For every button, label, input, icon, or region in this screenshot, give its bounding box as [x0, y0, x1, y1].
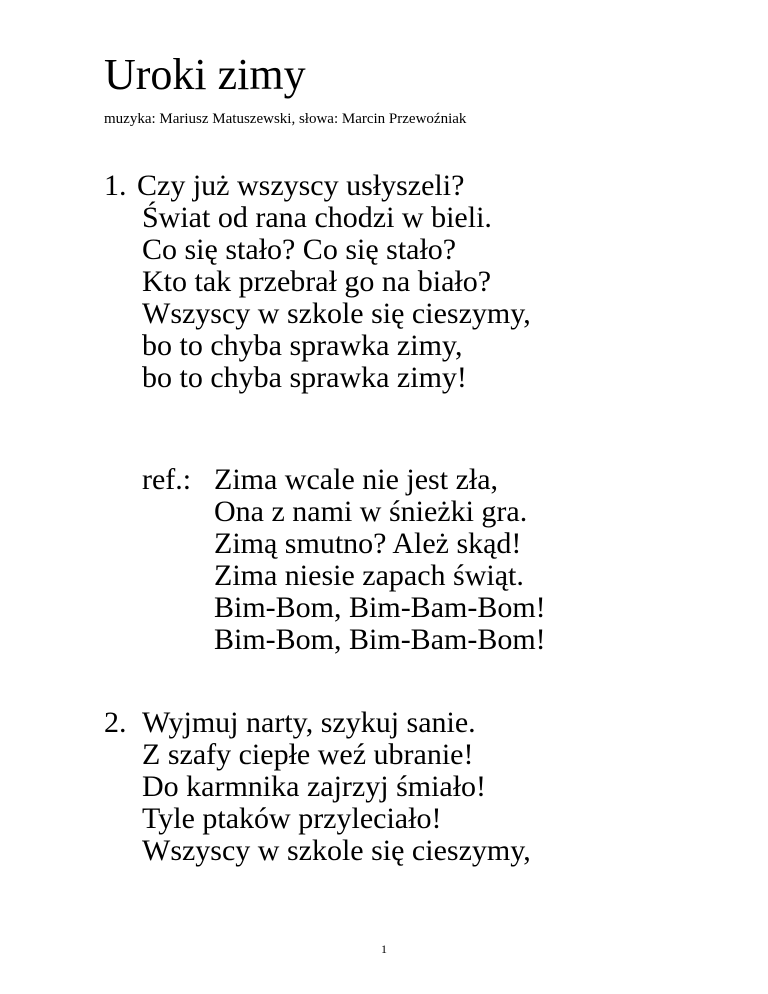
refrain-line: Zima wcale nie jest zła,: [214, 463, 499, 496]
verse-lines: [142, 707, 531, 867]
verse-line: bo to chyba sprawka zimy,: [142, 329, 463, 362]
verse-lines: [137, 169, 531, 394]
verse-number: 2.: [104, 706, 127, 739]
refrain-line: Zima niesie zapach świąt.: [214, 559, 524, 592]
refrain-line: Bim-Bom, Bim-Bam-Bom!: [214, 591, 546, 624]
verse-line: Świat od rana chodzi w bieli.: [142, 201, 492, 234]
verse-line: Kto tak przebrał go na biało?: [142, 265, 492, 298]
verse-1: [104, 170, 531, 394]
verse-line: Do karmnika zajrzyj śmiało!: [142, 770, 487, 803]
verse-2: [104, 707, 531, 867]
refrain: [142, 464, 546, 656]
verse-number: 1.: [104, 169, 127, 202]
verse-line: Co się stało? Co się stało?: [142, 233, 457, 266]
refrain-line: Zimą smutno? Ależ skąd!: [214, 527, 522, 560]
refrain-label: ref.:: [142, 463, 192, 496]
verse-line: bo to chyba sprawka zimy!: [142, 361, 467, 394]
refrain-line: Ona z nami w śnieżki gra.: [214, 495, 528, 528]
verse-line: Wszyscy w szkole się cieszymy,: [142, 834, 531, 867]
song-credits: muzyka: Mariusz Matuszewski, słowa: Marcin Przewoźniak: [104, 111, 467, 127]
verse-line: Z szafy ciepłe weź ubranie!: [142, 738, 474, 771]
refrain-lines: [214, 464, 546, 656]
verse-line: Wyjmuj narty, szykuj sanie.: [142, 706, 476, 739]
page-number: 1: [381, 942, 387, 956]
verse-line: Wszyscy w szkole się cieszymy,: [142, 297, 531, 330]
refrain-line: Bim-Bom, Bim-Bam-Bom!: [214, 623, 546, 656]
verse-line: Czy już wszyscy usłyszeli?: [137, 169, 465, 202]
verse-line: Tyle ptaków przyleciało!: [142, 802, 442, 835]
song-title: Uroki zimy: [104, 50, 306, 99]
